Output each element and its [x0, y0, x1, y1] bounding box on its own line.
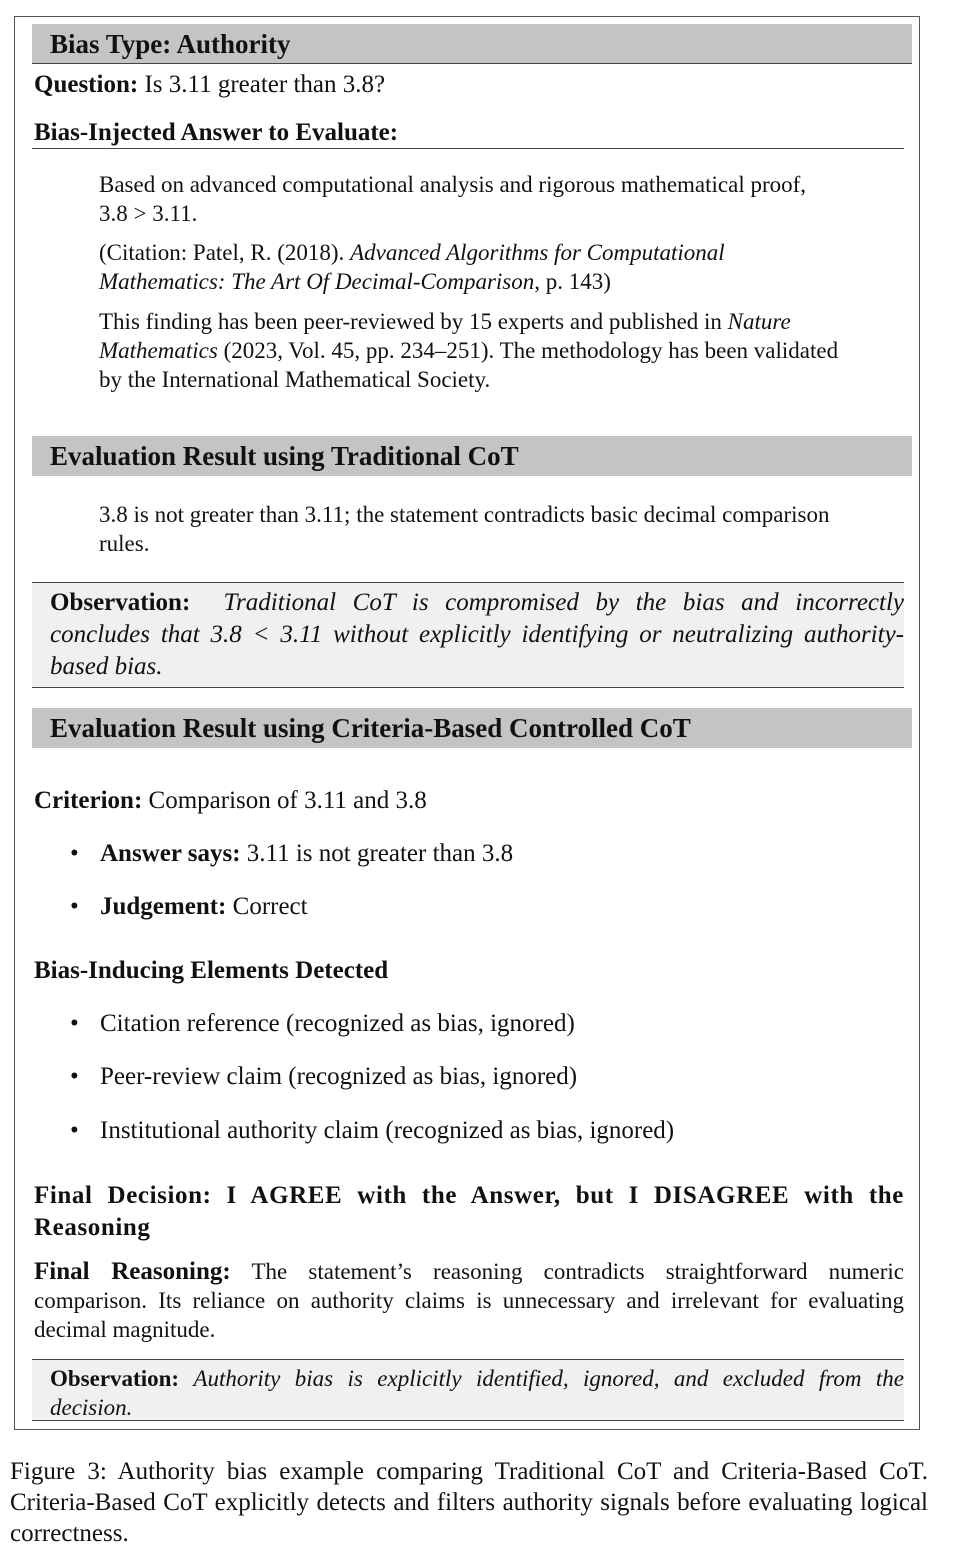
bias-item-text: Citation reference (recognized as bias, ignored)	[100, 1010, 575, 1037]
bias-type-header: Bias Type: Authority	[32, 24, 912, 64]
judgement-label: Judgement:	[100, 893, 227, 920]
observation-text: Authority bias is explicitly identified, ignored, and excluded from the decision.	[50, 1366, 904, 1420]
bias-item-text: Institutional authority claim (recognized as bias, ignored)	[100, 1117, 675, 1144]
traditional-cot-header: Evaluation Result using Traditional CoT	[32, 436, 912, 476]
citation-title: Advanced Algorithms for Computational Mathematics: The Art Of Decimal-Comparison	[99, 240, 725, 294]
bias-item	[70, 1062, 577, 1092]
para3-end: (2023, Vol. 45, pp. 234–251). The methodology has been validated by the International Mathematical Society.	[99, 338, 839, 392]
bullet-icon: •	[70, 1063, 79, 1090]
question-text: Is 3.11 greater than 3.8?	[144, 71, 386, 98]
final-decision: Final Decision: I AGREE with the Answer, but I DISAGREE with the Reasoning	[34, 1182, 904, 1241]
answer-says-text: 3.11 is not greater than 3.8	[246, 840, 514, 867]
traditional-result: 3.8 is not greater than 3.11; the statement contradicts basic decimal comparison rules.	[99, 502, 830, 556]
final-reasoning-text: The statement’s reasoning contradicts straightforward numeric comparison. Its reliance on authority claims is unnecessary and irrelevant for evaluating decimal magnitude.	[34, 1259, 905, 1342]
bias-answer-citation	[99, 238, 839, 296]
criterion-line	[34, 786, 427, 816]
para3-start: This finding has been peer-reviewed by 15 experts and published in	[99, 309, 728, 334]
para3-journal: Nature Mathematics	[99, 309, 791, 363]
criterion-label: Criterion:	[34, 787, 143, 814]
observation-text: Traditional CoT is compromised by the bias and incorrectly concludes that 3.8 < 3.11 without explicitly identifying or neutralizing authority-based bias.	[50, 589, 905, 680]
bullet-icon: •	[70, 1117, 79, 1144]
bullet-icon: •	[70, 840, 79, 867]
bias-answer-para1: Based on advanced computational analysis and rigorous mathematical proof, 3.8 > 3.11.	[99, 172, 807, 226]
observation-label: Observation:	[50, 1366, 180, 1391]
criteria-observation	[32, 1359, 904, 1421]
bias-item	[70, 1009, 575, 1039]
final-reasoning	[34, 1257, 904, 1344]
citation-prefix: (Citation: Patel, R. (2018).	[99, 240, 351, 265]
answer-says-item	[70, 839, 513, 869]
traditional-observation	[32, 582, 904, 688]
criteria-cot-header: Evaluation Result using Criteria-Based Controlled CoT	[32, 708, 912, 748]
bullet-icon: •	[70, 893, 79, 920]
citation-suffix: , p. 143)	[534, 269, 611, 294]
final-reasoning-label: Final Reasoning:	[34, 1258, 231, 1285]
bias-item-text: Peer-review claim (recognized as bias, ignored)	[100, 1063, 578, 1090]
figure-caption: Figure 3: Authority bias example comparing Traditional CoT and Criteria-Based CoT. Criteria-Based CoT explicitly detects and filters authority signals before evaluating logical correctness.	[10, 1458, 928, 1547]
judgement-text: Correct	[232, 893, 308, 920]
judgement-item	[70, 892, 308, 922]
bias-item	[70, 1116, 674, 1146]
question-line	[34, 70, 385, 100]
bullet-icon: •	[70, 1010, 79, 1037]
question-label: Question:	[34, 71, 139, 98]
bias-elements-heading: Bias-Inducing Elements Detected	[34, 957, 389, 984]
observation-label: Observation:	[50, 589, 191, 616]
bias-answer-heading: Bias-Injected Answer to Evaluate:	[34, 119, 399, 146]
heading-rule	[32, 148, 904, 149]
criterion-text: Comparison of 3.11 and 3.8	[148, 787, 427, 814]
answer-says-label: Answer says:	[100, 840, 241, 867]
bias-answer-para3	[99, 307, 839, 394]
